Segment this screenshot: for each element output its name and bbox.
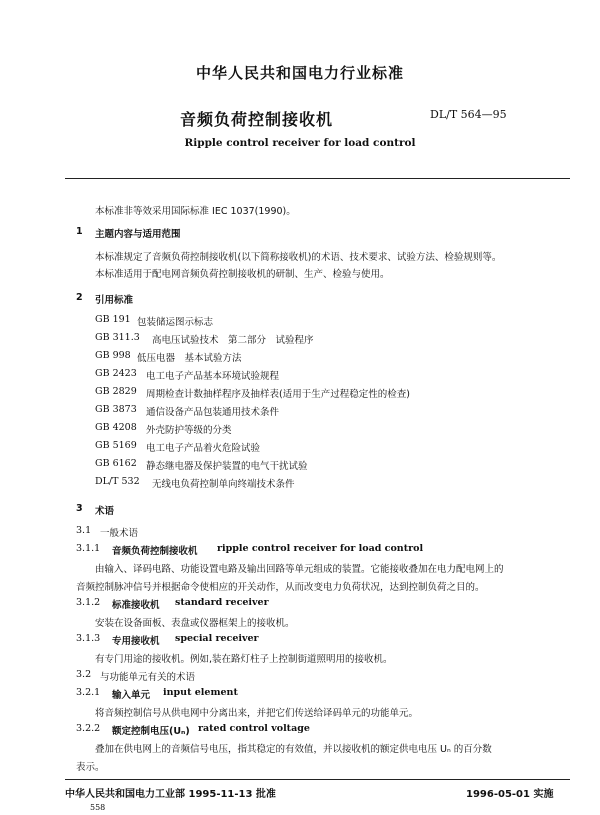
term-cn: 额定控制电压(Uₙ)	[112, 726, 190, 737]
term-cn: 音频负荷控制接收机	[112, 546, 198, 557]
approval-info: 中华人民共和国电力工业部 1995-11-13 批准	[65, 789, 276, 800]
term-cn: 标准接收机	[112, 600, 160, 611]
definition-line: 音频控制脉冲信号并根据命令使相应的开关动作，从而改变电力负荷状况，达到控制负荷之目的。	[76, 582, 485, 593]
definition-line: 将音频控制信号从供电网中分离出来，并把它们传送给译码单元的功能单元。	[95, 708, 419, 719]
definition-line: 有专门用途的接收机。例如,装在路灯柱子上控制街道照明用的接收机。	[95, 654, 393, 665]
term-en: input element	[163, 687, 238, 698]
ref-code: DL/T 532	[95, 476, 140, 487]
ref-code: GB 2829	[95, 386, 137, 397]
intro-text: 本标准非等效采用国际标准 IEC 1037(1990)。	[95, 206, 296, 217]
ref-text: 包装储运图示标志	[137, 317, 214, 328]
page-number: 558	[90, 803, 106, 812]
clause-number: 3.2.2	[76, 723, 101, 734]
implementation-date: 1996-05-01 实施	[466, 789, 554, 800]
standard-number: DL/T 564—95	[430, 108, 507, 121]
section-3-number: 3	[76, 503, 83, 514]
clause-text: 与功能单元有关的术语	[100, 672, 196, 683]
ref-text: 周期检查计数抽样程序及抽样表(适用于生产过程稳定性的检查)	[146, 389, 410, 400]
definition-line: 叠加在供电网上的音频信号电压，指其稳定的有效值，并以接收机的额定供电电压 Uₙ 的百分数	[95, 744, 492, 755]
ref-code: GB 998	[95, 350, 131, 361]
clause-number: 3.1	[76, 525, 92, 536]
term-en: ripple control receiver for load control	[217, 543, 424, 554]
header-rule	[65, 178, 570, 179]
term-en: standard receiver	[175, 597, 269, 608]
section-2-number: 2	[76, 292, 83, 303]
section-2-title: 引用标准	[95, 295, 134, 306]
ref-code: GB 6162	[95, 458, 137, 469]
section-1-title: 主题内容与适用范围	[95, 229, 181, 240]
clause-number: 3.1.1	[76, 543, 101, 554]
clause-number: 3.1.2	[76, 597, 101, 608]
ref-code: GB 4208	[95, 422, 137, 433]
ref-text: 电工电子产品着火危险试验	[146, 443, 261, 454]
ref-text: 无线电负荷控制单向终端技术条件	[152, 479, 295, 490]
ref-code: GB 311.3	[95, 332, 140, 343]
ref-code: GB 2423	[95, 368, 137, 379]
footer-rule	[65, 779, 570, 780]
ref-text: 通信设备产品包装通用技术条件	[146, 407, 280, 418]
clause-number: 3.1.3	[76, 633, 101, 644]
section-3-title: 术语	[95, 506, 115, 517]
clause-number: 3.2.1	[76, 687, 101, 698]
ref-code: GB 191	[95, 314, 131, 325]
ref-code: GB 5169	[95, 440, 137, 451]
term-cn: 输入单元	[112, 690, 151, 701]
term-cn: 专用接收机	[112, 636, 160, 647]
section-1-number: 1	[76, 226, 83, 237]
english-title: Ripple control receiver for load control	[184, 137, 416, 149]
ref-text: 静态继电器及保护装置的电气干扰试验	[146, 461, 308, 472]
industry-standard-header: 中华人民共和国电力行业标准	[195, 64, 404, 82]
term-en: rated control voltage	[198, 723, 310, 734]
section-1-para-2: 本标准适用于配电网音频负荷控制接收机的研制、生产、检验与使用。	[95, 269, 390, 280]
ref-text: 外壳防护等级的分类	[146, 425, 232, 436]
ref-code: GB 3873	[95, 404, 137, 415]
clause-number: 3.2	[76, 669, 92, 680]
definition-line: 安装在设备面板、表盘或仪器框架上的接收机。	[95, 618, 295, 629]
definition-line: 表示。	[76, 762, 105, 773]
ref-text: 高电压试验技术 第二部分 试验程序	[152, 335, 314, 346]
term-en: special receiver	[175, 633, 259, 644]
clause-text: 一般术语	[100, 528, 139, 539]
ref-text: 电工电子产品基本环境试验规程	[146, 371, 280, 382]
document-title: 音频负荷控制接收机	[180, 110, 334, 129]
ref-text: 低压电器 基本试验方法	[137, 353, 242, 364]
section-1-para-1: 本标准规定了音频负荷控制接收机(以下简称接收机)的术语、技术要求、试验方法、检验规则等。	[95, 252, 502, 263]
definition-line: 由输入、译码电路、功能设置电路及输出回路等单元组成的装置。它能接收叠加在电力配电网上的	[95, 564, 504, 575]
